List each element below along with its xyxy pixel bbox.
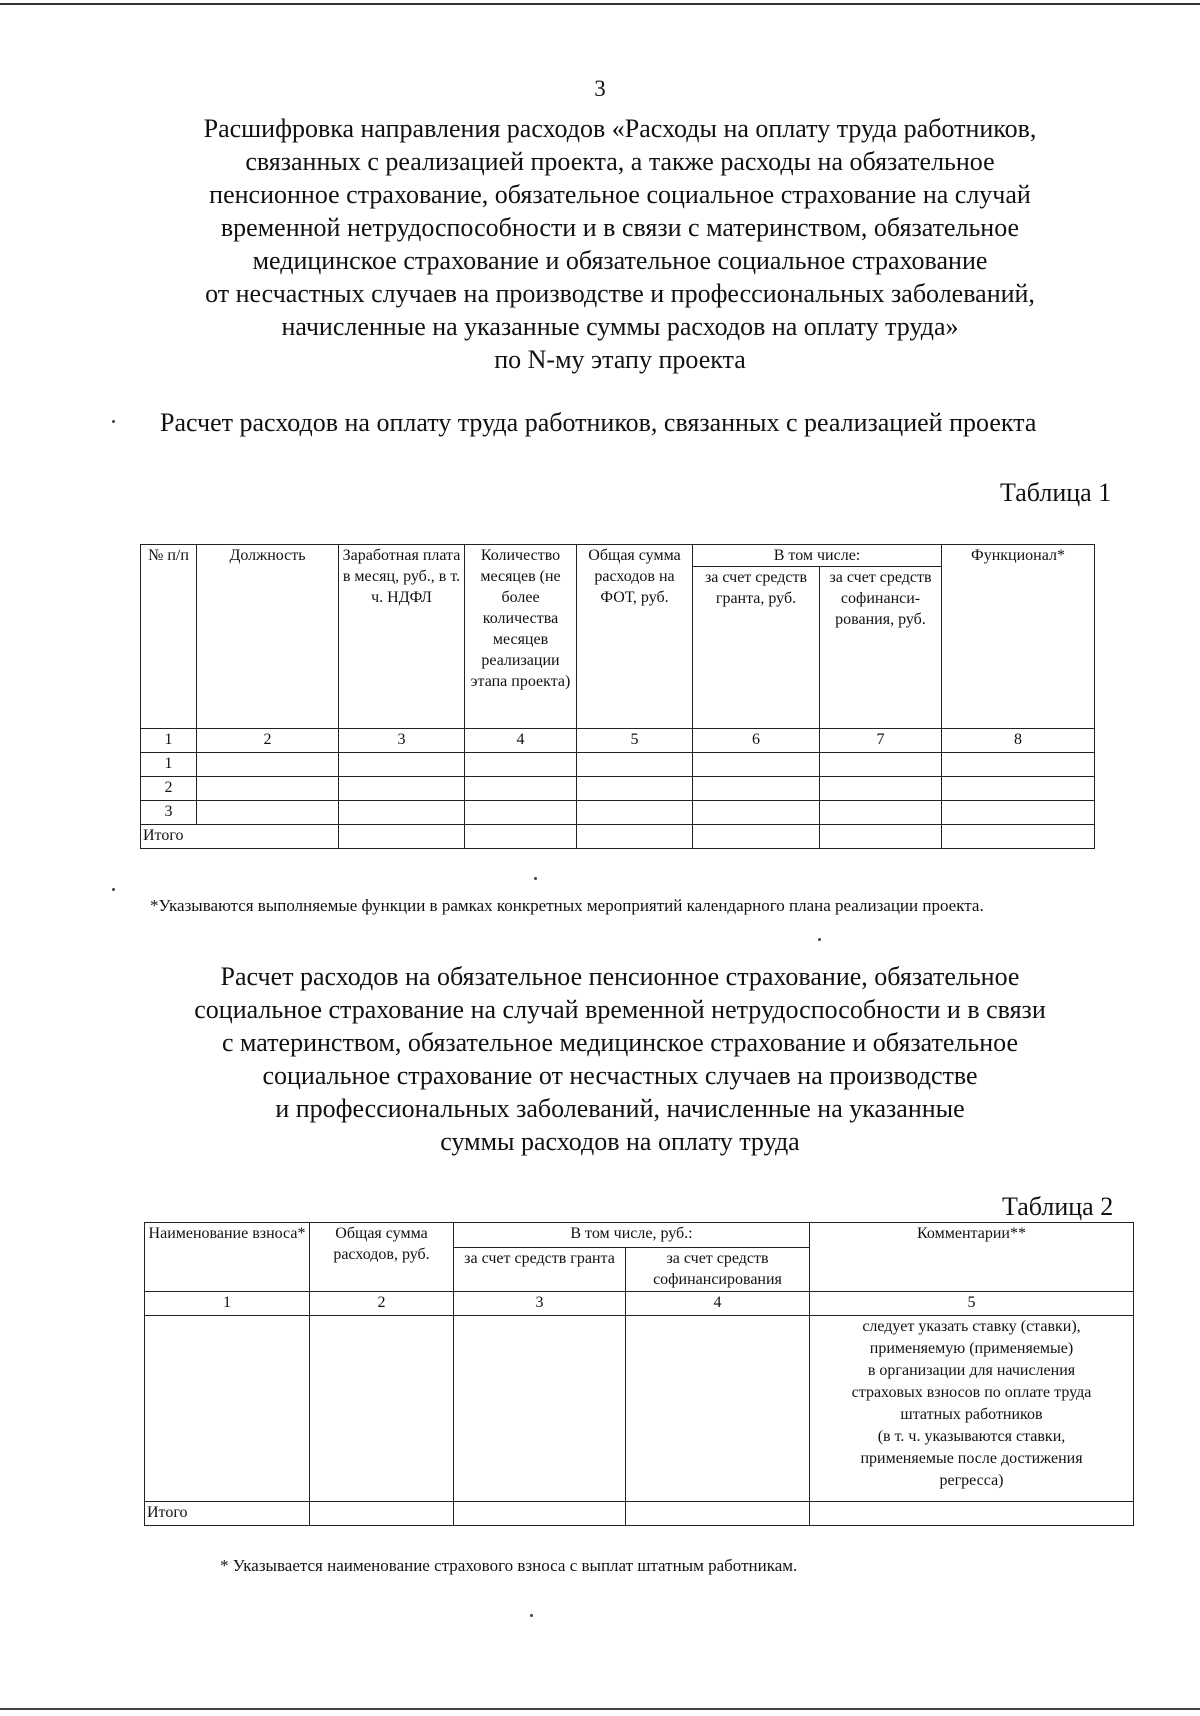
header-grant: за счет средств гранта, руб. [693,567,820,729]
total-row [141,825,1095,849]
header-contribution-name: Наименование взноса* [145,1223,310,1292]
table-row [141,777,1095,801]
cell-function[interactable] [942,801,1095,825]
page-top-border [0,3,1200,5]
cell-cofinancing-total[interactable] [626,1502,810,1526]
cell-total-sum[interactable] [577,825,693,849]
cell-total-sum[interactable] [310,1502,454,1526]
header-total: Общая сумма расходов, руб. [310,1223,454,1292]
cell-cofinancing[interactable] [820,753,942,777]
header-function: Функционал* [942,545,1095,729]
column-number: 4 [626,1292,810,1316]
scan-speck [530,1614,533,1617]
title-line: пенсионное страхование, обязательное социальное страхование на случай [209,180,1031,209]
total-label: Итого [141,825,339,849]
column-number: 2 [197,729,339,753]
title-line: от несчастных случаев на производстве и профессиональных заболеваний, [205,279,1035,308]
header-salary: Заработная плата в месяц, руб., в т. ч. НДФЛ [339,545,465,729]
cell-months-total[interactable] [465,825,577,849]
row-number: 3 [141,801,197,825]
column-number: 5 [810,1292,1134,1316]
document-title [140,112,1100,376]
header-cofinancing: за счет средств софинансирования [626,1248,810,1292]
table-row [145,1316,1134,1502]
cell-grant[interactable] [454,1316,626,1502]
cell-grant[interactable] [693,777,820,801]
column-number: 3 [339,729,465,753]
section2-title [140,960,1100,1158]
column-number: 2 [310,1292,454,1316]
scan-speck [818,938,821,941]
cell-position[interactable] [197,777,339,801]
cell-cofinancing[interactable] [820,777,942,801]
cell-total[interactable] [577,753,693,777]
title-line: временной нетрудоспособности и в связи с материнством, обязательное [220,213,1020,242]
cell-function[interactable] [942,777,1095,801]
cell-cofinancing-total[interactable] [820,825,942,849]
header-including: В том числе, руб.: [454,1223,810,1248]
header-grant: за счет средств гранта [454,1248,626,1292]
table2 [144,1222,1134,1526]
row-number: 2 [141,777,197,801]
comment-line: применяемую (применяемые) [869,1340,1074,1357]
column-number: 5 [577,729,693,753]
header-comments: Комментарии** [810,1223,1134,1292]
cell-total[interactable] [577,801,693,825]
table2-label: Таблица 2 [1002,1192,1114,1221]
title-line: по N-му этапу проекта [494,345,746,374]
cell-months[interactable] [465,801,577,825]
cell-comment-total[interactable] [810,1502,1134,1526]
cell-position[interactable] [197,801,339,825]
header-including: В том числе: [693,545,942,567]
header-months: Количество месяцев (не более количества месяцев реализации этапа проекта) [465,545,577,729]
column-number: 4 [465,729,577,753]
cell-salary[interactable] [339,753,465,777]
comment-line: штатных работников [900,1406,1043,1423]
section1-title: Расчет расходов на оплату труда работников, связанных с реализацией проекта [160,408,1037,437]
comment-line: в организации для начисления [867,1362,1076,1379]
title-line: и профессиональных заболеваний, начисленные на указанные [275,1094,965,1123]
scan-speck [534,877,537,880]
title-line: Расчет расходов на обязательное пенсионное страхование, обязательное [220,962,1020,991]
title-line: с материнством, обязательное медицинское страхование и обязательное [221,1028,1018,1057]
total-row [145,1502,1134,1526]
cell-grant[interactable] [693,801,820,825]
header-num: № п/п [141,545,197,729]
comment-line: регресса) [939,1472,1004,1489]
cell-months[interactable] [465,777,577,801]
title-line: медицинское страхование и обязательное социальное страхование [252,246,988,275]
column-number: 8 [942,729,1095,753]
title-line: социальное страхование на случай временной нетрудоспособности и в связи [194,995,1046,1024]
header-position: Должность [197,545,339,729]
header-total: Общая сумма расходов на ФОТ, руб. [577,545,693,729]
cell-contribution-name[interactable] [145,1316,310,1502]
cell-position[interactable] [197,753,339,777]
cell-grant-total[interactable] [693,825,820,849]
column-number: 7 [820,729,942,753]
column-number: 6 [693,729,820,753]
title-line: социальное страхование от несчастных случаев на производстве [262,1061,978,1090]
table1-label: Таблица 1 [1000,478,1112,507]
cell-cofinancing[interactable] [820,801,942,825]
comment-line: следует указать ставку (ставки), [862,1318,1081,1335]
table1-footnote: *Указываются выполняемые функции в рамках конкретных мероприятий календарного плана реализации проекта. [150,896,984,915]
table1 [140,544,1095,849]
column-number: 1 [145,1292,310,1316]
cell-total[interactable] [310,1316,454,1502]
column-number: 1 [141,729,197,753]
title-line: связанных с реализацией проекта, а также расходы на обязательное [245,147,995,176]
cell-function[interactable] [942,753,1095,777]
table-row [141,753,1095,777]
comment-line: страховых взносов по оплате труда [851,1384,1092,1401]
cell-salary-total[interactable] [339,825,465,849]
cell-grant[interactable] [693,753,820,777]
cell-salary[interactable] [339,801,465,825]
scan-speck [112,420,115,423]
page-number: 3 [594,76,606,101]
cell-salary[interactable] [339,777,465,801]
comment-line: (в т. ч. указываются ставки, [877,1428,1066,1445]
total-label: Итого [145,1502,310,1526]
cell-comment [810,1316,1134,1502]
page-bottom-border [0,1708,1200,1710]
title-line: Расшифровка направления расходов «Расходы на оплату труда работников, [203,114,1037,143]
title-line: суммы расходов на оплату труда [440,1127,800,1156]
cell-total[interactable] [577,777,693,801]
scan-speck [112,888,115,891]
comment-line: применяемые после достижения [860,1450,1083,1467]
title-line: начисленные на указанные суммы расходов на оплату труда» [281,312,959,341]
table2-footnote: * Указывается наименование страхового взноса с выплат штатным работникам. [220,1556,798,1575]
cell-cofinancing[interactable] [626,1316,810,1502]
cell-months[interactable] [465,753,577,777]
cell-function-total[interactable] [942,825,1095,849]
table-row [141,801,1095,825]
column-number: 3 [454,1292,626,1316]
row-number: 1 [141,753,197,777]
header-cofinancing: за счет средств софинанси-рования, руб. [820,567,942,729]
cell-grant-total[interactable] [454,1502,626,1526]
